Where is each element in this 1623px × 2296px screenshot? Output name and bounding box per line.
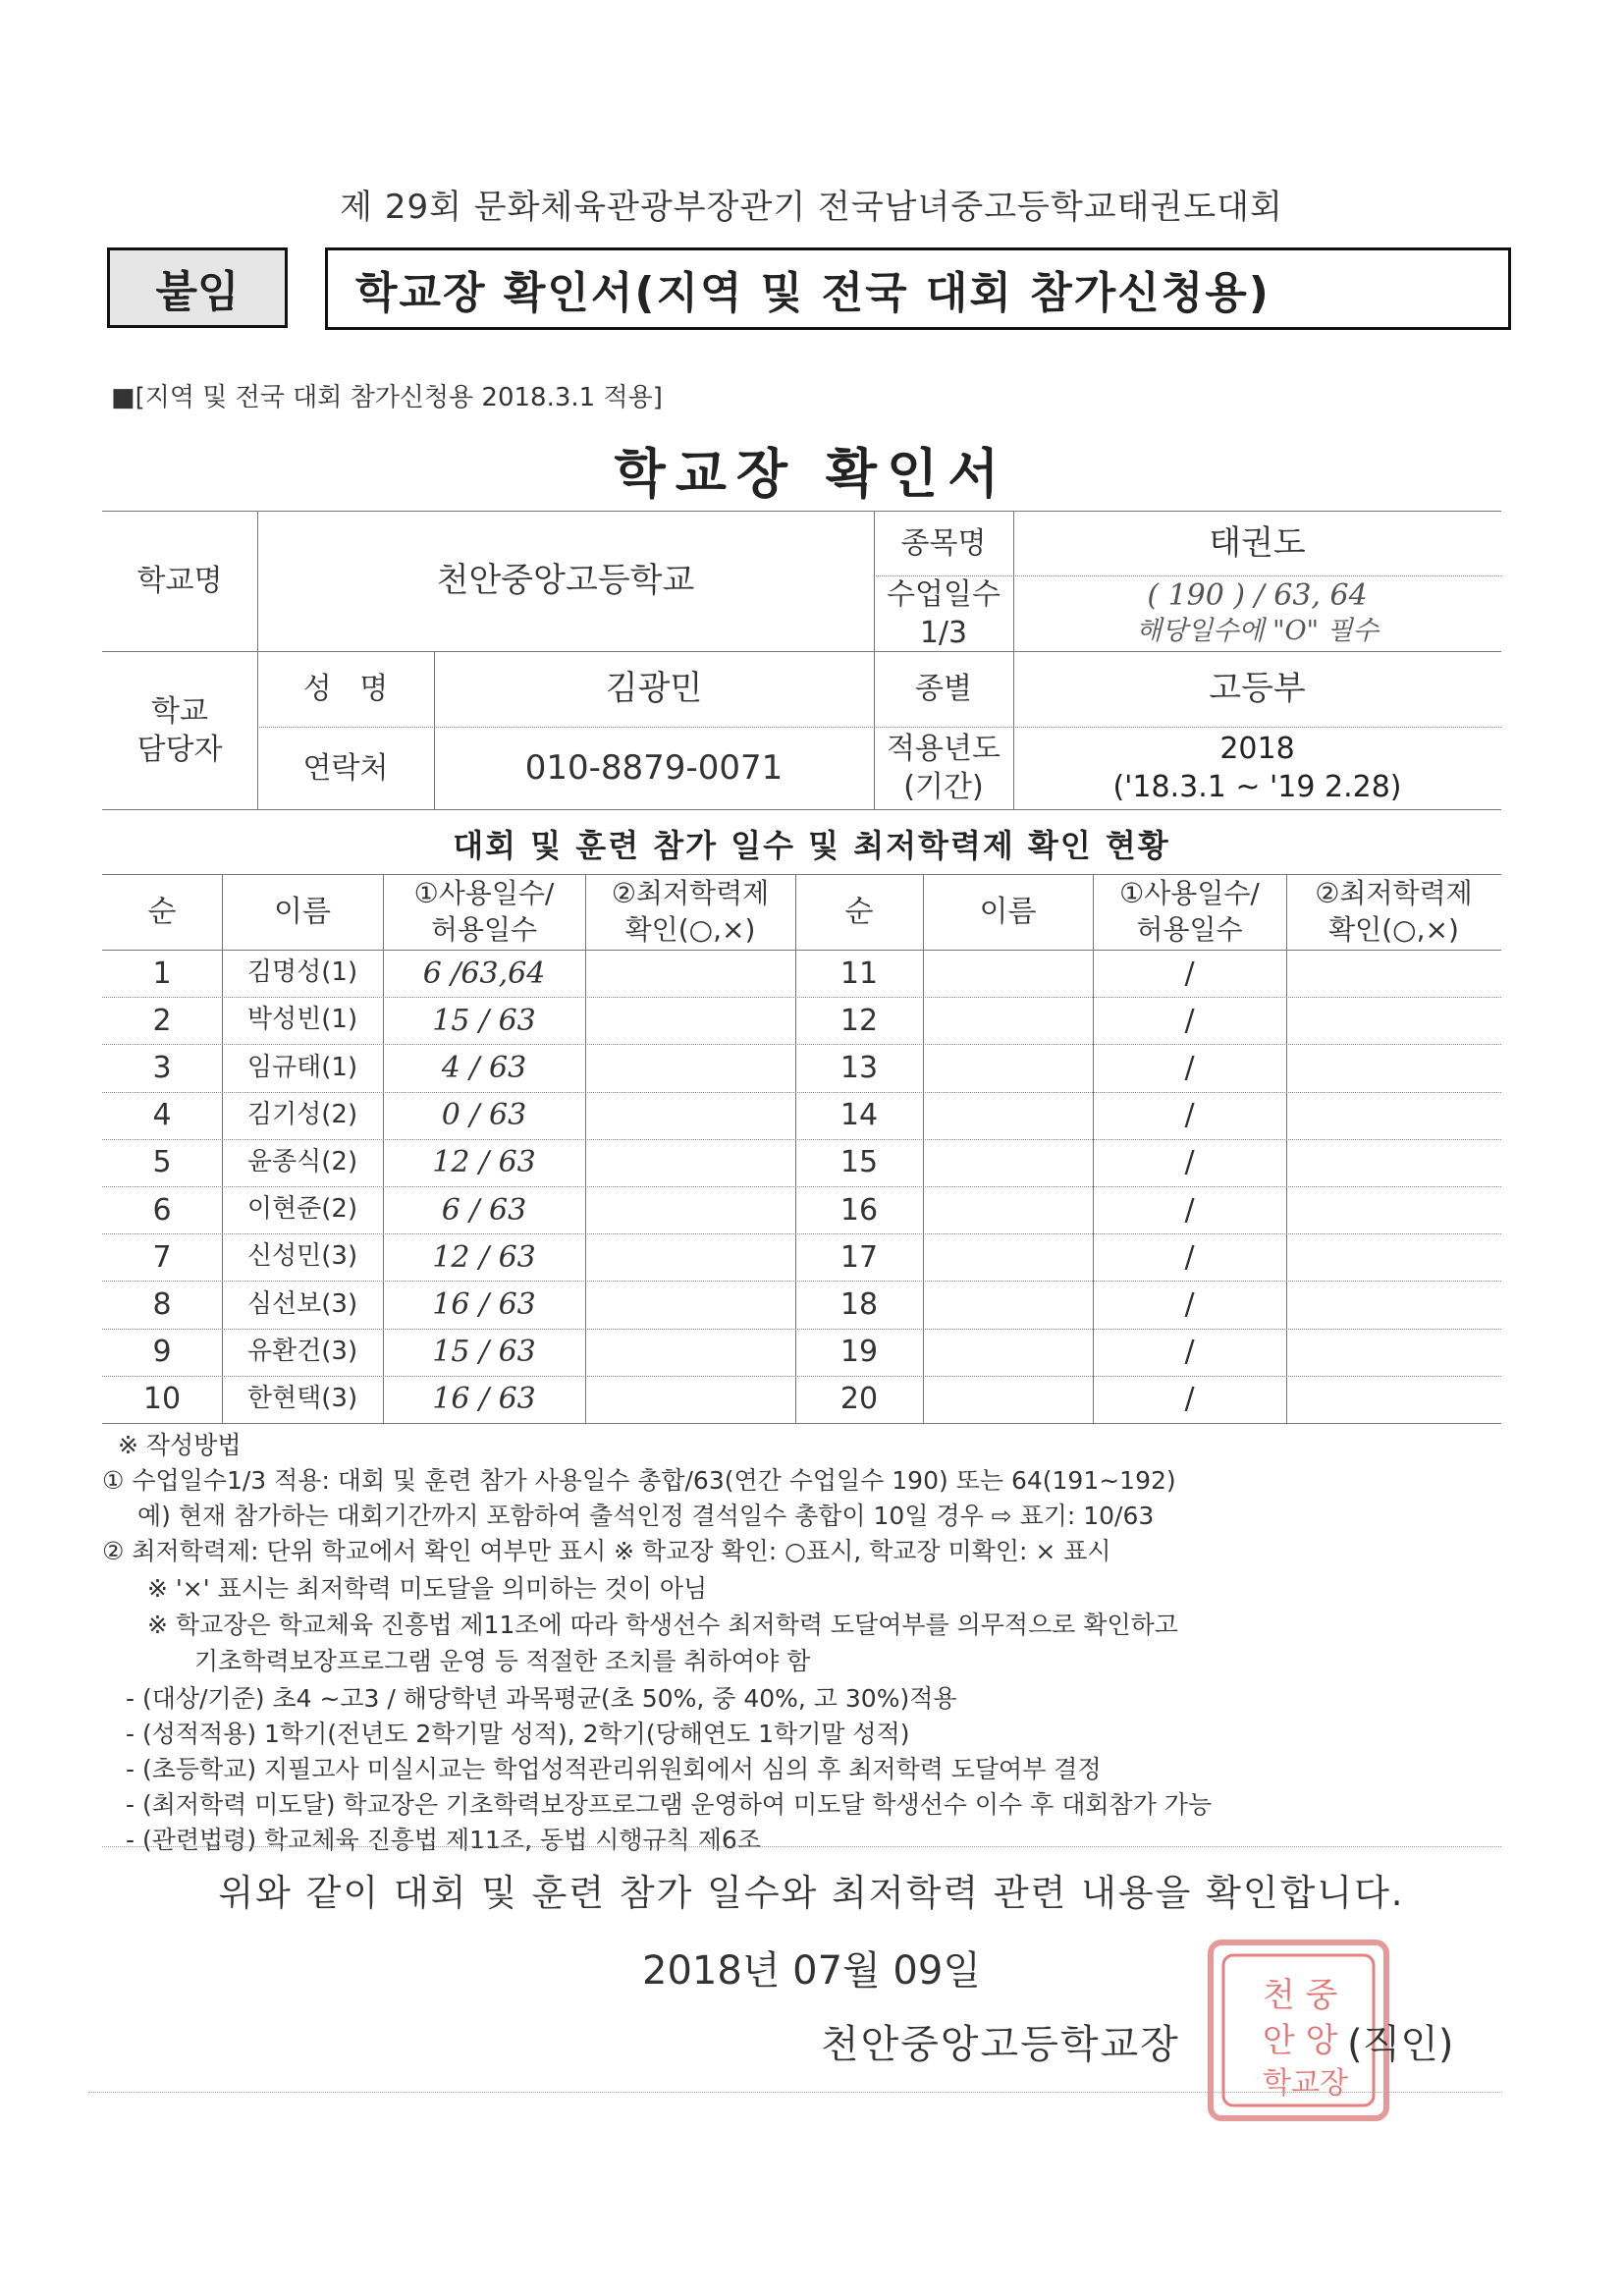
row-check [1286,1139,1501,1186]
row-name: 윤종식(2) [246,1146,358,1176]
row-check [585,1186,795,1233]
row-no: 19 [839,1335,879,1370]
row-days: 6 / 63 [441,1192,527,1228]
row-check [585,1139,795,1186]
row-days: 16 / 63 [432,1286,536,1322]
row-name: 김명성(1) [246,957,358,988]
row-check [585,1233,795,1281]
row-no: 6 [152,1192,172,1228]
header-no-right: 순 [844,895,874,929]
row-no: 20 [839,1382,879,1417]
row-check [585,997,795,1044]
row-days: / [1184,1192,1195,1228]
row-no: 8 [152,1286,172,1322]
row-name [923,950,1093,997]
row-name: 박성빈(1) [246,1005,358,1035]
row-check [1286,1329,1501,1376]
row-name: 신성민(3) [246,1241,358,1272]
svg-text:안 앙: 안 앙 [1263,2021,1338,2060]
year-label: 적용년도 (기간) [887,732,1001,804]
seal-note: (직인) [1347,2022,1454,2067]
row-no: 3 [152,1050,172,1085]
instruction-line: ※ '×' 표시는 최저학력 미도달을 의미하는 것이 아님 [147,1574,708,1603]
header-days-right: ①사용일수/ 허용일수 [1119,877,1260,946]
main-title: 학교장 확인서 [614,443,1009,505]
manager-name: 김광민 [605,669,703,709]
row-name [923,1092,1093,1139]
class-days-label: 수업일수 1/3 [887,576,1001,650]
row-no: 11 [839,956,879,991]
confirm-date: 2018년 07월 09일 [642,1948,981,1994]
instruction-line: ※ 학교장은 학교체육 진흥법 제11조에 따라 학생선수 최저학력 도달여부를 의무적으로 확인하고 [147,1611,1178,1639]
event-title: 제 29회 문화체육관광부장관기 전국남녀중고등학교태권도대회 [340,188,1283,227]
row-no: 2 [152,1003,172,1038]
instruction-line: ① 수업일수1/3 적용: 대회 및 훈련 참가 사용일수 총합/63(연간 수업일수 190) 또는 64(191~192) [102,1466,1176,1495]
row-check [585,1376,795,1423]
row-days: 0 / 63 [441,1098,527,1133]
row-name [923,1233,1093,1281]
row-days: 12 / 63 [432,1145,536,1180]
row-days: / [1184,1286,1195,1322]
signatory: 천안중앙고등학교장 [821,2022,1180,2067]
row-name [923,1044,1093,1091]
row-check [585,1044,795,1091]
row-name: 심선보(3) [246,1288,358,1319]
row-no: 1 [152,956,172,991]
row-no: 12 [839,1003,879,1038]
row-no: 17 [839,1239,879,1275]
sport-value: 태권도 [1209,522,1306,563]
category-value: 고등부 [1209,669,1306,709]
row-days: / [1184,1098,1195,1133]
row-name: 유환건(3) [246,1336,358,1366]
row-name [923,1139,1093,1186]
instruction-line: - (대상/기준) 초4 ~고3 / 해당학년 과목평균(초 50%, 중 40%, 고 30%)적용 [126,1684,957,1713]
section-title: 대회 및 훈련 참가 일수 및 최저학력제 확인 현황 [453,827,1170,864]
row-days: 6 /63,64 [422,956,546,991]
row-name [923,1186,1093,1233]
row-no: 16 [839,1192,879,1228]
row-check [585,1329,795,1376]
row-no: 10 [142,1382,182,1417]
row-check [585,950,795,997]
manager-label: 학교 담당자 [136,693,223,767]
header-name-right: 이름 [979,895,1037,929]
class-days-note: 해당일수에 "O" 필수 [1136,616,1379,647]
row-no: 7 [152,1239,172,1275]
row-no: 15 [839,1145,879,1180]
row-name [923,997,1093,1044]
row-no: 13 [839,1050,879,1085]
row-no: 18 [839,1286,879,1322]
category-label: 종별 [915,672,972,706]
row-days: 15 / 63 [432,1003,536,1038]
row-days: 12 / 63 [432,1239,536,1275]
row-name: 임규태(1) [246,1052,358,1082]
application-note: ■[지역 및 전국 대회 참가신청용 2018.3.1 적용] [111,383,663,412]
contact-value: 010-8879-0071 [524,747,784,788]
row-no: 14 [839,1098,879,1133]
instruction-line: - (초등학교) 지필고사 미실시교는 학업성적관리위원회에서 심의 후 최저학력 도달여부 결정 [126,1755,1102,1783]
instruction-line: - (최저학력 미도달) 학교장은 기초학력보장프로그램 운영하여 미도달 학생선수 이수 후 대회참가 가능 [126,1790,1213,1819]
row-check [585,1092,795,1139]
row-no: 5 [152,1145,172,1180]
class-days-value: ( 190 ) / 63, 64 [1147,577,1368,613]
instruction-line: ② 최저학력제: 단위 학교에서 확인 여부만 표시 ※ 학교장 확인: ○표시, 학교장 미확인: × 표시 [102,1537,1111,1565]
contact-label: 연락처 [302,750,389,786]
row-check [1286,1186,1501,1233]
document-header-title: 학교장 확인서(지역 및 전국 대회 참가신청용) [325,247,1511,330]
svg-text:학교장: 학교장 [1263,2066,1348,2101]
row-days: / [1184,1050,1195,1085]
row-check [585,1281,795,1328]
instruction-line: - (성적적용) 1학기(전년도 2학기말 성적), 2학기(당해연도 1학기말 성적) [126,1720,910,1748]
row-days: / [1184,956,1195,991]
row-no: 9 [152,1335,172,1370]
confirm-statement: 위와 같이 대회 및 훈련 참가 일수와 최저학력 관련 내용을 확인합니다. [218,1872,1405,1914]
row-name [923,1376,1093,1423]
header-days-left: ①사용일수/ 허용일수 [413,877,555,946]
row-check [1286,1281,1501,1328]
row-name [923,1281,1093,1328]
svg-text:천 중: 천 중 [1263,1976,1338,2015]
row-check [1286,1233,1501,1281]
name-label: 성 명 [302,672,389,706]
row-check [1286,1376,1501,1423]
instruction-line: 기초학력보장프로그램 운영 등 적절한 조치를 취하여야 함 [194,1647,811,1675]
row-check [1286,1092,1501,1139]
row-check [1286,1044,1501,1091]
row-days: / [1184,1335,1195,1370]
row-name: 김기성(2) [246,1099,358,1129]
header-name-left: 이름 [274,895,331,929]
year-value: 2018 [1219,731,1295,766]
school-name: 천안중앙고등학교 [436,561,695,601]
row-days: / [1184,1145,1195,1180]
row-days: / [1184,1382,1195,1417]
header-check-right: ②최저학력제 확인(○,×) [1315,877,1473,946]
row-days: 16 / 63 [432,1382,536,1417]
row-name: 한현택(3) [246,1383,358,1413]
row-days: 15 / 63 [432,1335,536,1370]
row-name: 이현준(2) [246,1194,358,1225]
instruction-line: 예) 현재 참가하는 대회기간까지 포함하여 출석인정 결석일수 총합이 10일 경우 ⇨ 표기: 10/63 [137,1502,1155,1530]
row-check [1286,950,1501,997]
instruction-line: - (관련법령) 학교체육 진흥법 제11조, 동법 시행규칙 제6조 [126,1826,761,1854]
row-days: / [1184,1239,1195,1275]
row-days: / [1184,1003,1195,1038]
row-no: 4 [152,1098,172,1133]
school-label: 학교명 [136,564,223,598]
sport-label: 종목명 [900,525,987,561]
instruction-line: ※ 작성방법 [118,1431,242,1459]
row-name [923,1329,1093,1376]
attachment-label: 붙임 [107,247,288,328]
header-no-left: 순 [147,895,177,929]
row-check [1286,997,1501,1044]
row-days: 4 / 63 [441,1050,527,1085]
period-value: ('18.3.1 ~ '19 2.28) [1112,769,1402,804]
header-check-left: ②최저학력제 확인(○,×) [611,877,770,946]
